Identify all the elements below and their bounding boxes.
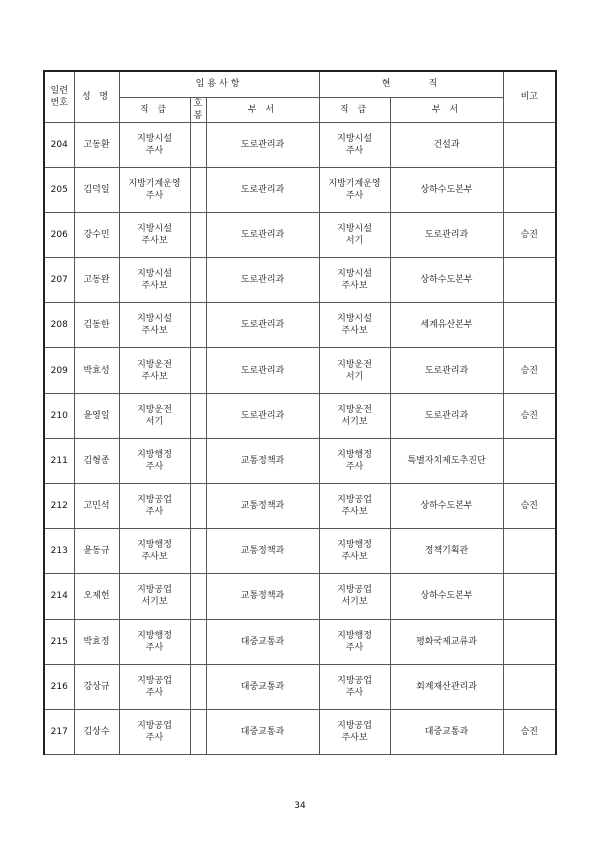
table-row: [44, 258, 556, 303]
header-appt-dept: 부 서: [206, 97, 319, 122]
table-row: [44, 664, 556, 709]
table-row: [44, 574, 556, 619]
table-row: [44, 709, 556, 754]
row-step: [190, 167, 206, 212]
row-current-department: 상하수도본부: [390, 574, 503, 619]
row-number: 211: [44, 438, 74, 483]
row-number: 206: [44, 212, 74, 257]
row-step: [190, 619, 206, 664]
row-current-department: 도로관리과: [390, 348, 503, 393]
header-note: 비고: [503, 71, 556, 122]
row-step: [190, 438, 206, 483]
header-appt-grade: 직 급: [119, 97, 190, 122]
row-appointed-grade: 지방시설 주사보: [119, 258, 190, 303]
row-number: 204: [44, 122, 74, 167]
row-name: 박효정: [74, 619, 119, 664]
row-appointed-grade: 지방기계운영 주사: [119, 167, 190, 212]
header-appointment: 임용사항: [119, 71, 319, 97]
header-current: 현 직: [319, 71, 503, 97]
row-current-department: 도로관리과: [390, 393, 503, 438]
row-name: 강수민: [74, 212, 119, 257]
row-current-department: 회계재산관리과: [390, 664, 503, 709]
row-note: 승진: [503, 348, 556, 393]
row-appointed-grade: 지방행정 주사: [119, 619, 190, 664]
table-row: [44, 122, 556, 167]
row-name: 고민석: [74, 484, 119, 529]
row-note: [503, 167, 556, 212]
row-current-grade: 지방운전 서기보: [319, 393, 390, 438]
row-name: 윤영일: [74, 393, 119, 438]
row-current-grade: 지방행정 주사: [319, 619, 390, 664]
row-note: [503, 122, 556, 167]
table-row: [44, 484, 556, 529]
row-number: 210: [44, 393, 74, 438]
row-note: [503, 438, 556, 483]
row-appointed-department: 도로관리과: [206, 258, 319, 303]
table-row: [44, 212, 556, 257]
header-serial: 일련 번호: [44, 71, 74, 122]
row-name: 고동완: [74, 258, 119, 303]
row-number: 207: [44, 258, 74, 303]
row-step: [190, 574, 206, 619]
row-current-grade: 지방행정 주사: [319, 438, 390, 483]
table-row: [44, 167, 556, 212]
row-current-department: 세계유산본부: [390, 303, 503, 348]
row-appointed-department: 교통정책과: [206, 438, 319, 483]
row-appointed-department: 대중교통과: [206, 664, 319, 709]
row-appointed-department: 대중교통과: [206, 709, 319, 754]
header-cur-grade: 직 급: [319, 97, 390, 122]
row-number: 214: [44, 574, 74, 619]
row-step: [190, 122, 206, 167]
row-number: 212: [44, 484, 74, 529]
row-appointed-grade: 지방공업 주사: [119, 709, 190, 754]
row-number: 216: [44, 664, 74, 709]
row-note: [503, 303, 556, 348]
row-current-grade: 지방공업 주사보: [319, 484, 390, 529]
row-step: [190, 258, 206, 303]
row-step: [190, 529, 206, 574]
row-step: [190, 709, 206, 754]
row-step: [190, 484, 206, 529]
row-appointed-department: 교통정책과: [206, 529, 319, 574]
table-row: [44, 438, 556, 483]
row-number: 208: [44, 303, 74, 348]
row-note: 승진: [503, 393, 556, 438]
row-appointed-grade: 지방행정 주사: [119, 438, 190, 483]
header-cur-dept: 부 서: [390, 97, 503, 122]
row-appointed-grade: 지방시설 주사보: [119, 303, 190, 348]
row-step: [190, 303, 206, 348]
row-appointed-department: 교통정책과: [206, 484, 319, 529]
row-current-department: 도로관리과: [390, 212, 503, 257]
row-current-grade: 지방시설 주사: [319, 122, 390, 167]
row-name: 오제헌: [74, 574, 119, 619]
row-note: [503, 258, 556, 303]
row-note: [503, 574, 556, 619]
page-number: 34: [294, 801, 306, 811]
row-note: [503, 529, 556, 574]
table-row: [44, 529, 556, 574]
row-number: 213: [44, 529, 74, 574]
row-number: 217: [44, 709, 74, 754]
row-appointed-grade: 지방시설 주사보: [119, 212, 190, 257]
row-current-grade: 지방시설 주사보: [319, 303, 390, 348]
row-current-department: 상하수도본부: [390, 484, 503, 529]
table-row: [44, 303, 556, 348]
row-number: 205: [44, 167, 74, 212]
row-appointed-grade: 지방공업 주사: [119, 484, 190, 529]
row-note: 승진: [503, 212, 556, 257]
row-appointed-grade: 지방시설 주사: [119, 122, 190, 167]
row-appointed-department: 도로관리과: [206, 122, 319, 167]
row-current-grade: 지방공업 서기보: [319, 574, 390, 619]
row-name: 고동환: [74, 122, 119, 167]
row-step: [190, 348, 206, 393]
row-name: 박효성: [74, 348, 119, 393]
row-appointed-department: 도로관리과: [206, 393, 319, 438]
header-appt-step: 호봉: [190, 97, 206, 122]
row-appointed-department: 도로관리과: [206, 348, 319, 393]
row-appointed-grade: 지방공업 주사: [119, 664, 190, 709]
personnel-table: [43, 70, 557, 755]
row-note: 승진: [503, 484, 556, 529]
row-step: [190, 212, 206, 257]
row-note: 승진: [503, 709, 556, 754]
row-current-department: 상하수도본부: [390, 167, 503, 212]
row-current-grade: 지방행정 주사보: [319, 529, 390, 574]
row-appointed-department: 도로관리과: [206, 167, 319, 212]
row-appointed-department: 교통정책과: [206, 574, 319, 619]
header-name: 성 명: [74, 71, 119, 122]
row-current-grade: 지방기계운영 주사: [319, 167, 390, 212]
table-row: [44, 393, 556, 438]
row-name: 윤동규: [74, 529, 119, 574]
row-current-grade: 지방시설 주사보: [319, 258, 390, 303]
row-current-department: 상하수도본부: [390, 258, 503, 303]
row-current-grade: 지방운전 서기: [319, 348, 390, 393]
row-name: 김덕일: [74, 167, 119, 212]
row-appointed-department: 도로관리과: [206, 303, 319, 348]
row-current-grade: 지방공업 주사: [319, 664, 390, 709]
row-current-department: 평화국제교류과: [390, 619, 503, 664]
row-appointed-grade: 지방행정 주사보: [119, 529, 190, 574]
row-name: 김형종: [74, 438, 119, 483]
row-current-department: 특별자치제도추진단: [390, 438, 503, 483]
table-row: [44, 348, 556, 393]
row-appointed-grade: 지방공업 서기보: [119, 574, 190, 619]
row-appointed-grade: 지방운전 서기: [119, 393, 190, 438]
row-current-grade: 지방시설 서기: [319, 212, 390, 257]
row-step: [190, 393, 206, 438]
table-row: [44, 619, 556, 664]
row-appointed-department: 대중교통과: [206, 619, 319, 664]
row-note: [503, 664, 556, 709]
row-current-department: 대중교통과: [390, 709, 503, 754]
row-note: [503, 619, 556, 664]
row-number: 215: [44, 619, 74, 664]
row-name: 강상규: [74, 664, 119, 709]
row-step: [190, 664, 206, 709]
row-current-grade: 지방공업 주사보: [319, 709, 390, 754]
row-appointed-department: 도로관리과: [206, 212, 319, 257]
row-number: 209: [44, 348, 74, 393]
row-current-department: 건설과: [390, 122, 503, 167]
row-current-department: 정책기획관: [390, 529, 503, 574]
row-name: 김동한: [74, 303, 119, 348]
row-name: 김상수: [74, 709, 119, 754]
row-appointed-grade: 지방운전 주사보: [119, 348, 190, 393]
